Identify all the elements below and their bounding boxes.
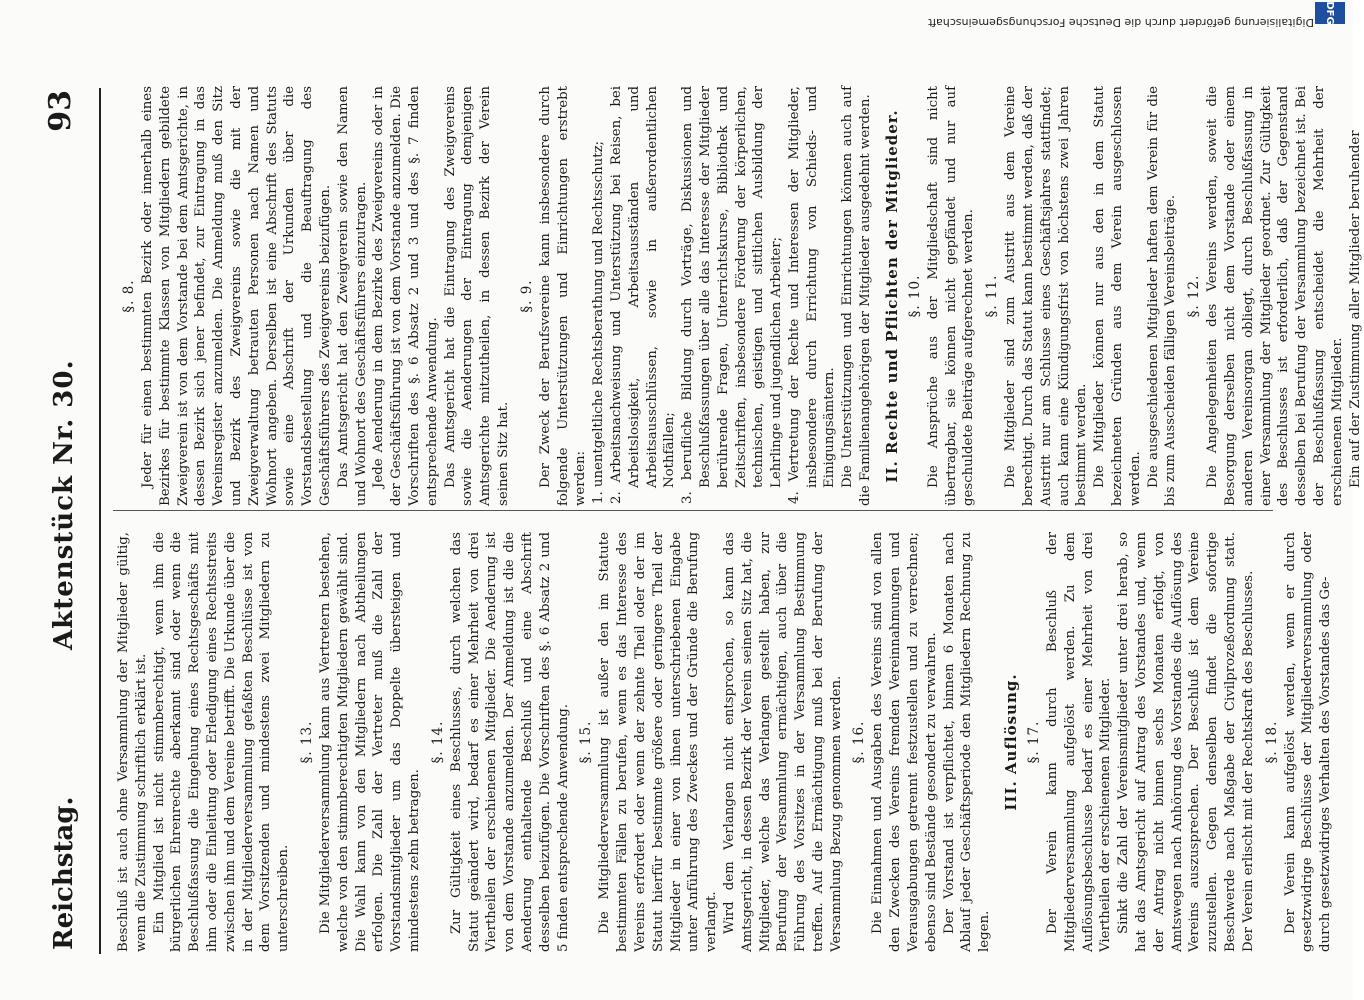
section-heading: §. 15.	[578, 720, 595, 764]
section-heading: §. 18.	[1263, 720, 1280, 764]
list-item: 2. Arbeitsnachweisung und Unterstützung bei Reisen, bei Arbeitslosigkeit, Arbeitsausständen und Arbeitsausschlüssen, sowie in außerordentlichen Nothfällen;	[608, 86, 678, 504]
header-left: Reichstag.	[49, 796, 79, 950]
right-column	[115, 532, 1334, 952]
paragraph: Die Ansprüche aus der Mitgliedschaft sind nicht übertragbar, sie können nicht gepfändet und nur auf geschuldete Beiträge aufgerechnet werden.	[925, 86, 977, 506]
paragraph: Die ausgeschiedenen Mitglieder haften dem Verein für die bis zum Ausscheiden fälligen Vereinsbeiträge.	[1145, 86, 1179, 506]
paragraph: Die Mitgliederversammlung ist außer den im Statute bestimmten Fällen zu berufen, wenn es das Interesse des Vereins erfordert oder wenn der zehnte Theil oder der im Statut hierfür bestimmte größere oder geringere Theil der Mitglieder in einer von ihnen unterschriebenen Eingabe unter Anführung des Zweckes und der Gründe die Berufung verlangt.	[597, 532, 720, 952]
paragraph: Die Unterstützungen und Einrichtungen können auch auf die Familienangehörigen der Mitglieder ausgedehnt werden.	[840, 86, 874, 506]
list-item: 4. Vertretung der Rechte und Interessen der Mitglieder, insbesondere durch Errichtung von Schieds- und Einigungsämtern.	[786, 86, 838, 504]
section-heading: §. 9.	[518, 279, 535, 313]
column-divider	[113, 510, 1273, 511]
list-item: 3. berufliche Bildung durch Vorträge, Diskussionen und Beschlußfassungen über alle das Interesse der Mitglieder berührende Fragen, Unterrichtskurse, Bibliothek und Zeitschriften, insbesondere Förderung der körperlichen, technischen, geistigen und sittlichen Ausbildung der Lehrlinge und jugendlichen Arbeiter;	[680, 86, 785, 504]
paragraph: Der Zweck der Berufsvereine kann insbesondere durch folgende Unterstützungen und Einrichtungen erstrebt werden:	[537, 86, 589, 506]
section-heading: §. 13.	[298, 720, 315, 764]
paragraph: Sinkt die Zahl der Vereinsmitglieder unter drei herab, so hat das Amtsgericht auf Antrag des Vorstandes und, wenn der Antrag nicht binnen sechs Monaten erfolgt, von Amtswegen nach Anhörung des Vorstandes die Auflösung des Vereins auszusprechen. Der Beschluß ist dem Vereine zuzustellen. Gegen denselben findet die sofortige Beschwerde nach Maßgabe der Civilprozeßordnung statt. Der Verein erlischt mit der Rechtskraft des Beschlusses.	[1116, 532, 1256, 952]
running-header	[35, 90, 95, 950]
paragraph: Die Angelegenheiten des Vereins werden, soweit die Besorgung derselben nicht dem Vorstande oder einem anderen Vereinsorgan obliegt, durch Beschlußfassung in einer Versammlung der Mitglieder geordnet. Zur Gültigkeit des Beschlusses ist erforderlich, daß der Gegenstand desselben bei Berufung der Versammlung bezeichnet ist. Bei der Beschlußfassung entscheidet die Mehrheit der erschienenen Mitglieder.	[1205, 86, 1345, 506]
chapter-heading: III. Auflösung.	[1002, 673, 1021, 811]
page-number: 93	[43, 90, 78, 132]
paragraph: Wird dem Verlangen nicht entsprochen, so kann das Amtsgericht, in dessen Bezirk der Verein seinen Sitz hat, die Mitglieder, welche das Verlangen gestellt haben, zur Berufung der Versammlung ermächtigen, auch über die Führung des Vorsitzes in der Versammlung Bestimmung treffen. Auf die Ermächtigung muß bei der Berufung der Versammlung Bezug genommen werden.	[721, 532, 844, 952]
dfg-logo: DFG	[1315, 2, 1345, 24]
section-heading: §. 12.	[1186, 274, 1203, 318]
digitization-note: Digitalisierung gefördert durch die Deutsche Forschungsgemeinschaft	[928, 16, 1314, 29]
paragraph: Beschluß ist auch ohne Versammlung der Mitglieder gültig, wenn die Zustimmung schriftlich erklärt ist.	[116, 532, 149, 952]
paragraph: Die Mitgliederversammlung kann aus Vertretern bestehen, welche von den stimmberechtigten Mitgliedern gewählt sind. Die Wahl kann von den Mitgliedern nach Abtheilungen erfolgen. Die Zahl der Vertreter muß die Zahl der Vorstandsmitglieder um das Doppelte übersteigen und mindestens zehn betragen.	[317, 532, 422, 952]
paragraph: Das Amtsgericht hat den Zweigverein sowie den Namen und Wohnort des Geschäftsführers einzutragen.	[335, 86, 369, 506]
header-rule	[99, 88, 101, 954]
section-heading: §. 16.	[851, 720, 868, 764]
paragraph: Ein auf der Zustimmung aller Mitglieder beruhender	[1347, 130, 1363, 488]
header-center: Aktenstück Nr. 30.	[49, 359, 79, 650]
left-column	[115, 86, 1363, 506]
section-heading: §. 11.	[984, 274, 1001, 318]
paragraph: Jeder für einen bestimmten Bezirk oder innerhalb eines Bezirkes für bestimmte Klassen von Mitgliedern gebildete Zweigverein ist von dem Vorstande bei dem Amtsgerichte, in dessen Bezirk sich jener befindet, zur Eintragung in das Vereinsregister anzumelden. Die Anmeldung muß den Sitz und Bezirk des Zweigvereins sowie die mit der Zweigverwaltung betrauten Personen nach Namen und Wohnort angeben. Derselben ist eine Abschrift des Statuts sowie eine Abschrift der Urkunden über die Vorstandsbestellung und die Beauftragung des Geschäftsführers des Zweigvereins beizufügen.	[140, 86, 333, 506]
chapter-heading: II. Rechte und Pflichten der Mitglieder.	[882, 109, 901, 483]
section-heading: §. 10.	[906, 274, 923, 318]
section-heading: §. 17.	[1026, 720, 1043, 764]
paragraph: Der Verein kann durch Beschluß der Mitgliederversammlung aufgelöst werden. Zu dem Auflösungsbeschlusse bedarf es einer Mehrheit von drei Viertheilen der erschienenen Mitglieder.	[1045, 532, 1114, 952]
digitization-sidebar	[0, 0, 1353, 28]
section-heading: §. 8.	[121, 279, 137, 313]
section-heading: §. 14.	[429, 720, 446, 764]
list-item: 1. unentgeltliche Rechtsberathung und Rechtsschutz;	[591, 140, 607, 504]
paragraph: Die Einnahmen und Ausgaben des Vereins sind von allen den Zwecken des Vereins fremden Vereinnahmungen und Verausgabungen getrennt festzustellen und zu verrechnen; ebenso sind Bestände gesondert zu verwahren.	[870, 532, 939, 952]
paragraph: Das Amtsgericht hat die Eintragung des Zweigvereins sowie die Aenderungen der Eintragung demjenigen Amtsgerichte mitzutheilen, in dessen Bezirk der Verein seinen Sitz hat.	[442, 86, 511, 506]
paragraph: Jede Aenderung in dem Bezirke des Zweigvereins oder in der Geschäftsführung ist von dem Vorstande anzumelden. Die Vorschriften des §. 6 Absatz 2 und 3 und des §. 7 finden entsprechende Anwendung.	[371, 86, 440, 506]
paragraph: Ein Mitglied ist nicht stimmberechtigt, wenn ihm die bürgerlichen Ehrenrechte aberkannt sind oder wenn die Beschlußfassung die Eingehung eines Rechtsgeschäfts mit ihm oder die Einleitung oder Erledigung eines Rechtsstreits zwischen ihm und dem Vereine betrifft. Die Urkunde über die in der Mitgliederversammlung gefaßten Beschlüsse ist von dem Vorsitzenden und mindestens zwei Mitgliedern zu unterschreiben.	[151, 532, 292, 952]
paragraph: Zur Gültigkeit eines Beschlusses, durch welchen das Statut geändert wird, bedarf es einer Mehrheit von drei Viertheilen der erschienenen Mitglieder. Die Aenderung ist von dem Vorstande anzumelden. Der Anmeldung ist die die Aenderung enthaltende Beschluß und eine Abschrift desselben beizufügen. Die Vorschriften des §. 6 Absatz 2 und 5 finden entsprechende Anwendung.	[448, 532, 571, 952]
paragraph: Die Mitglieder sind zum Austritt aus dem Vereine berechtigt. Durch das Statut kann bestimmt werden, daß der Austritt nur am Schlusse eines Geschäftsjahres stattfindet; auch kann eine Kündigungsfrist von höchstens zwei Jahren bestimmt werden.	[1003, 86, 1090, 506]
paragraph: Der Vorstand ist verpflichtet, binnen 6 Monaten nach Ablauf jeder Geschäftsperiode den Mitgliedern Rechnung zu legen.	[941, 532, 993, 952]
paragraph: Die Mitglieder können nur aus den in dem Statut bezeichneten Gründen aus dem Verein ausgeschlossen werden.	[1092, 86, 1143, 506]
paragraph: Der Verein kann aufgelöst werden, wenn er durch gesetzwidrige Beschlüsse der Mitgliederversammlung oder durch gesetzwidriges Verhalten des Vorstandes das Ge-	[1282, 532, 1334, 952]
